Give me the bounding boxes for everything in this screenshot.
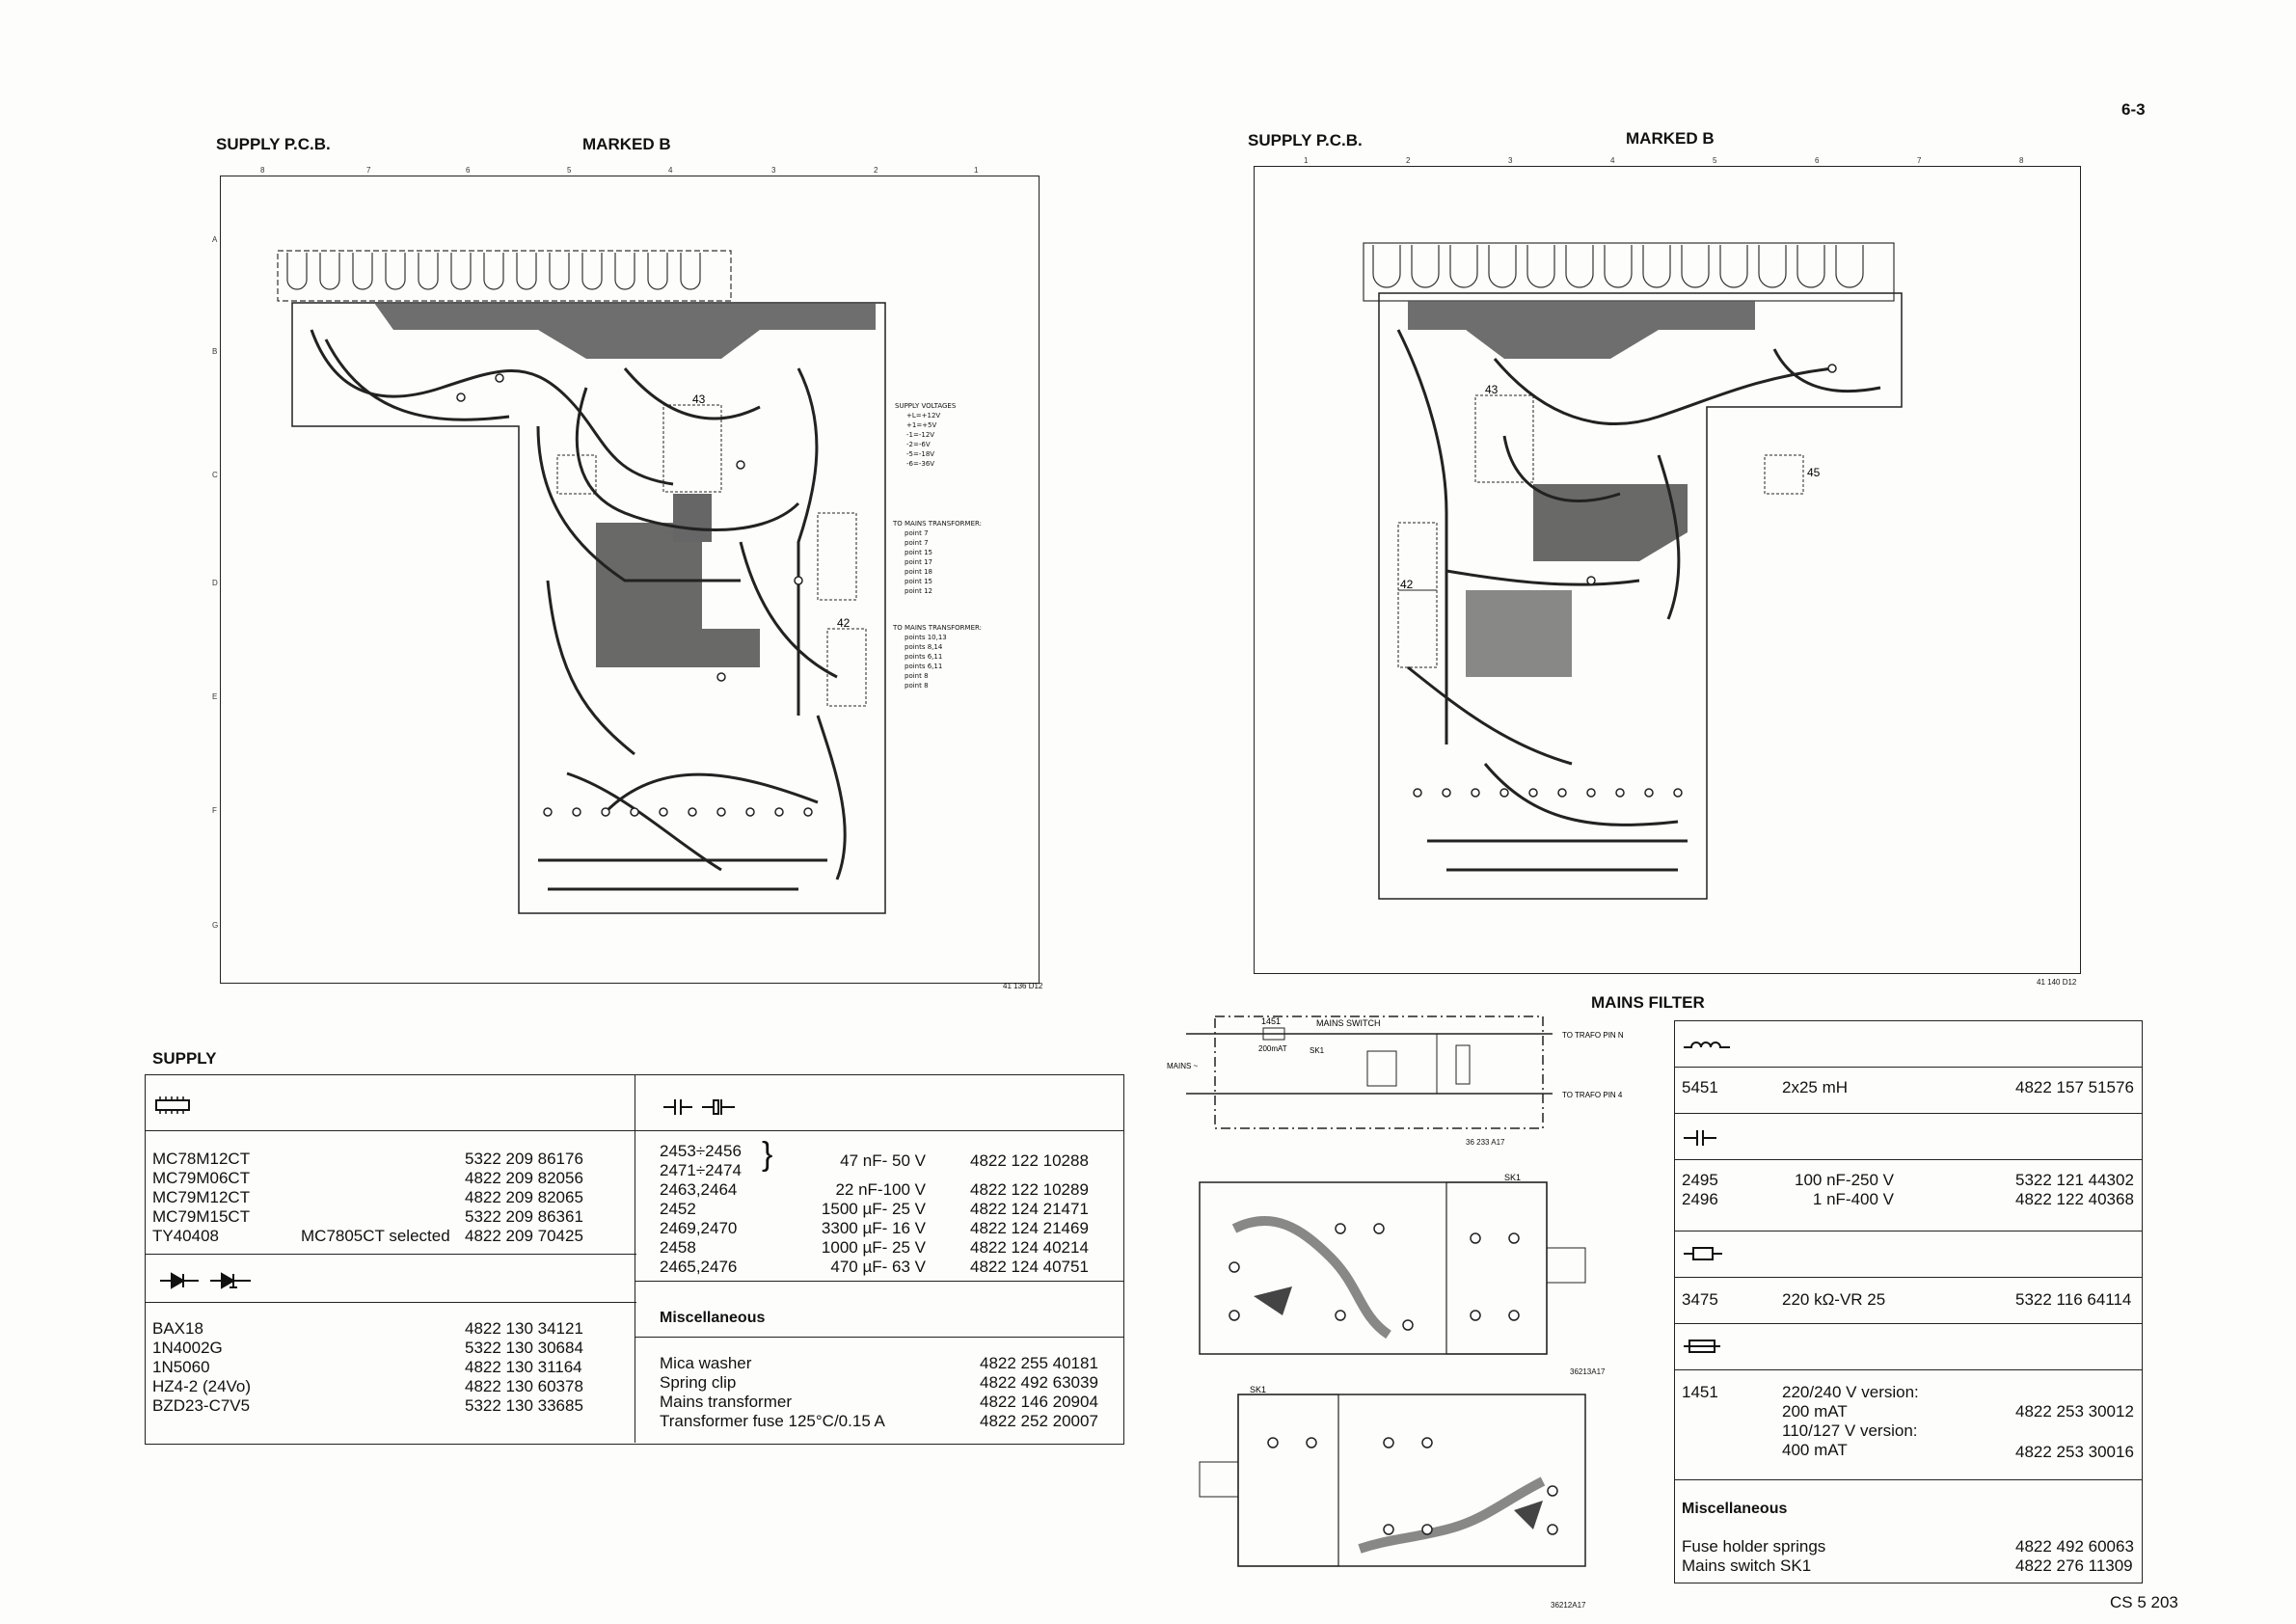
mains-filter-schematic (1167, 1011, 1649, 1136)
cap-part: 2452 (660, 1200, 696, 1218)
ic-number: 4822 209 70425 (465, 1227, 583, 1245)
cap-value: 47 nF- 50 V (840, 1151, 926, 1170)
diode-number: 5322 130 30684 (465, 1339, 583, 1357)
right-board-marked: MARKED B (1626, 129, 1715, 148)
fuse-value: 200mAT (1258, 1044, 1287, 1053)
mains-drawing-1: 36 233 A17 (1466, 1138, 1505, 1147)
misc-part: Mains transformer (660, 1393, 792, 1411)
page-number: 6-3 (2121, 100, 2146, 119)
svg-text:43: 43 (1485, 383, 1499, 396)
point-line: points 10,13 (905, 634, 947, 641)
fuse-number-1: 4822 253 30012 (2015, 1402, 2134, 1421)
ic-part: MC79M12CT (152, 1188, 251, 1206)
res-part: 3475 (1682, 1290, 1718, 1309)
left-board-title: SUPPLY P.C.B. (216, 135, 331, 153)
cap-number: 4822 122 10289 (970, 1180, 1089, 1199)
right-col-1: 1 (1304, 156, 1309, 165)
diode-part: BAX18 (152, 1319, 203, 1338)
left-row-b: B (212, 347, 218, 356)
diode-part: 1N4002G (152, 1339, 223, 1357)
point-line: point 8 (905, 682, 929, 690)
fuse-version-1: 220/240 V version: (1782, 1383, 1919, 1401)
point-line: point 8 (905, 672, 929, 680)
sk1-top-label: SK1 (1504, 1173, 1522, 1182)
cap-value: 470 µF- 63 V (830, 1258, 926, 1276)
ic-part: TY40408 (152, 1227, 219, 1245)
mains-title: TO MAINS TRANSFORMER: (893, 624, 983, 632)
cap-number: 4822 124 21469 (970, 1219, 1089, 1237)
ic-symbol-icon (154, 1096, 193, 1115)
cap-number: 4822 124 40214 (970, 1238, 1089, 1257)
left-col-8: 8 (260, 166, 265, 175)
point-line: point 15 (905, 578, 932, 585)
point-line: point 7 (905, 539, 929, 547)
point-line: point 18 (905, 568, 932, 576)
misc-number: 4822 492 60063 (2015, 1537, 2134, 1556)
table-rule (1674, 1231, 2143, 1232)
coil-symbol-icon (1684, 1034, 1732, 1053)
ic-42-label: 42 (837, 616, 851, 630)
ic-43-label: 43 (692, 392, 706, 406)
document-code: CS 5 203 (2110, 1593, 2178, 1611)
svg-text:45: 45 (1807, 466, 1821, 479)
diode-symbol-icon (160, 1271, 257, 1290)
cap-part: 2496 (1682, 1190, 1718, 1208)
cap-part: 2463,2464 (660, 1180, 738, 1199)
brace-icon: } (762, 1136, 773, 1173)
right-col-3: 3 (1508, 156, 1513, 165)
cap-part: 2469,2470 (660, 1219, 738, 1237)
cap-value: 3300 µF- 16 V (821, 1219, 926, 1237)
misc-part: Spring clip (660, 1373, 737, 1392)
left-row-g: G (212, 921, 219, 930)
mains-drawing-3: 36212A17 (1551, 1601, 1586, 1610)
left-col-2: 2 (874, 166, 878, 175)
left-col-5: 5 (567, 166, 572, 175)
point-line: points 6,11 (905, 653, 943, 661)
coil-part: 5451 (1682, 1078, 1718, 1096)
left-row-d: D (212, 579, 218, 587)
left-col-4: 4 (668, 166, 673, 175)
cap-number: 4822 122 10288 (970, 1151, 1089, 1170)
right-col-7: 7 (1917, 156, 1922, 165)
table-rule (1674, 1067, 2143, 1068)
misc-number: 4822 276 11309 (2015, 1556, 2133, 1575)
res-number: 5322 116 64114 (2015, 1290, 2132, 1309)
diode-number: 4822 130 34121 (465, 1319, 583, 1338)
ic-part: MC78M12CT (152, 1150, 251, 1168)
diode-part: BZD23-C7V5 (152, 1396, 251, 1415)
capacitor-symbol-icon (663, 1097, 741, 1117)
voltage-line: -2=-6V (906, 441, 931, 448)
capacitor-symbol-icon (1684, 1128, 1722, 1148)
ic-number: 5322 209 86361 (465, 1207, 583, 1226)
fuse-version-2: 110/127 V version: (1782, 1421, 1918, 1440)
coil-value: 2x25 mH (1782, 1078, 1849, 1096)
trafo-4-label: TO TRAFO PIN 4 (1562, 1091, 1623, 1099)
table-rule (1674, 1159, 2143, 1160)
point-line: points 8,14 (905, 643, 943, 651)
table-rule (145, 1130, 1124, 1131)
left-board-drawing-no: 41 136 D12 (1003, 982, 1043, 990)
switch-label: MAINS SWITCH (1316, 1018, 1381, 1028)
voltage-line: +L=+12V (906, 412, 941, 420)
cap-value: 1500 µF- 25 V (821, 1200, 926, 1218)
point-line: point 15 (905, 549, 932, 556)
voltage-line: -1=-12V (906, 431, 935, 439)
supply-table-title: SUPPLY (152, 1049, 217, 1068)
svg-text:42: 42 (1400, 578, 1414, 591)
diode-number: 5322 130 33685 (465, 1396, 583, 1415)
voltage-line: -6=-36V (906, 460, 935, 468)
table-rule (635, 1337, 1124, 1338)
ic-note: MC7805CT selected (301, 1227, 450, 1245)
misc-number: 4822 255 40181 (980, 1354, 1098, 1372)
misc-part: Transformer fuse 125°C/0.15 A (660, 1412, 885, 1430)
mains-drawing-2: 36213A17 (1570, 1367, 1606, 1376)
misc-part: Fuse holder springs (1682, 1537, 1826, 1556)
diode-part: 1N5060 (152, 1358, 210, 1376)
right-col-6: 6 (1815, 156, 1820, 165)
table-rule (145, 1302, 636, 1303)
resistor-symbol-icon (1684, 1244, 1722, 1263)
left-mains-transformer-2 (893, 623, 982, 690)
left-row-a: A (212, 235, 218, 244)
left-row-f: F (212, 806, 217, 815)
sk1-bottom-label: SK1 (1250, 1385, 1267, 1394)
misc-number: 4822 492 63039 (980, 1373, 1098, 1392)
right-pcb-drawing (1254, 166, 2079, 972)
diode-number: 4822 130 31164 (465, 1358, 582, 1376)
ic-part: MC79M15CT (152, 1207, 251, 1226)
mains-label: MAINS ~ (1167, 1062, 1199, 1070)
point-line: points 6,11 (905, 663, 943, 670)
table-rule (1674, 1369, 2143, 1370)
left-supply-voltages (895, 401, 956, 469)
mains-filter-title: MAINS FILTER (1591, 993, 1705, 1012)
supply-misc-title: Miscellaneous (660, 1310, 766, 1326)
coil-number: 4822 157 51576 (2015, 1078, 2134, 1096)
table-rule (1674, 1323, 2143, 1324)
cap-value: 22 nF-100 V (835, 1180, 926, 1199)
table-rule (1674, 1113, 2143, 1114)
left-mains-transformer-1 (893, 519, 982, 596)
supply-voltages-title: SUPPLY VOLTAGES (895, 402, 957, 410)
left-col-7: 7 (366, 166, 371, 175)
left-board-marked: MARKED B (582, 135, 671, 153)
voltage-line: +1=+5V (906, 421, 937, 429)
filter-misc-title: Miscellaneous (1682, 1501, 1788, 1517)
diode-number: 4822 130 60378 (465, 1377, 583, 1395)
cap-value: 1 nF-400 V (1812, 1190, 1894, 1208)
right-board-drawing-no: 41 140 D12 (2037, 978, 2077, 987)
ic-number: 5322 209 86176 (465, 1150, 583, 1168)
misc-part: Mains switch SK1 (1682, 1556, 1812, 1575)
cap-number: 4822 124 40751 (970, 1258, 1089, 1276)
cap-part: 2453÷2456 (660, 1142, 742, 1160)
ic-number: 4822 209 82065 (465, 1188, 583, 1206)
table-rule (145, 1254, 636, 1255)
table-rule (635, 1281, 1124, 1282)
point-line: point 12 (905, 587, 932, 595)
cap-value: 1000 µF- 25 V (821, 1238, 926, 1257)
fuse-label: 1451 (1261, 1016, 1282, 1026)
cap-number: 4822 122 40368 (2015, 1190, 2134, 1208)
left-col-1: 1 (974, 166, 979, 175)
fuse-part: 1451 (1682, 1383, 1718, 1401)
mains-filter-layout-bottom (1196, 1385, 1601, 1574)
misc-number: 4822 146 20904 (980, 1393, 1098, 1411)
cap-part: 2458 (660, 1238, 696, 1257)
voltage-line: -5=-18V (906, 450, 935, 458)
right-board-title: SUPPLY P.C.B. (1248, 131, 1363, 149)
fuse-amp-2: 400 mAT (1782, 1441, 1848, 1459)
right-col-8: 8 (2019, 156, 2024, 165)
table-rule (1674, 1479, 2143, 1480)
cap-number: 5322 121 44302 (2015, 1171, 2134, 1189)
right-col-2: 2 (1406, 156, 1411, 165)
ic-part: MC79M06CT (152, 1169, 251, 1187)
point-line: point 17 (905, 558, 932, 566)
right-col-5: 5 (1713, 156, 1717, 165)
left-col-6: 6 (466, 166, 471, 175)
misc-part: Mica washer (660, 1354, 752, 1372)
trafo-n-label: TO TRAFO PIN N (1562, 1031, 1624, 1040)
diode-part: HZ4-2 (24Vo) (152, 1377, 252, 1395)
left-row-c: C (212, 471, 218, 479)
cap-number: 4822 124 21471 (970, 1200, 1089, 1218)
cap-part: 2465,2476 (660, 1258, 738, 1276)
cap-part: 2471÷2474 (660, 1161, 742, 1179)
mains-title: TO MAINS TRANSFORMER: (893, 520, 983, 528)
fuse-number-2: 4822 253 30016 (2015, 1443, 2134, 1461)
table-rule (1674, 1277, 2143, 1278)
fuse-symbol-icon (1684, 1337, 1722, 1356)
mains-filter-layout-top (1196, 1171, 1601, 1360)
point-line: point 7 (905, 529, 929, 537)
left-col-3: 3 (771, 166, 776, 175)
sk-label: SK1 (1310, 1046, 1325, 1055)
fuse-amp-1: 200 mAT (1782, 1402, 1848, 1421)
misc-number: 4822 252 20007 (980, 1412, 1098, 1430)
cap-value: 100 nF-250 V (1794, 1171, 1894, 1189)
cap-part: 2495 (1682, 1171, 1718, 1189)
ic-number: 4822 209 82056 (465, 1169, 583, 1187)
right-col-4: 4 (1610, 156, 1615, 165)
res-value: 220 kΩ-VR 25 (1782, 1290, 1886, 1309)
left-row-e: E (212, 692, 218, 701)
